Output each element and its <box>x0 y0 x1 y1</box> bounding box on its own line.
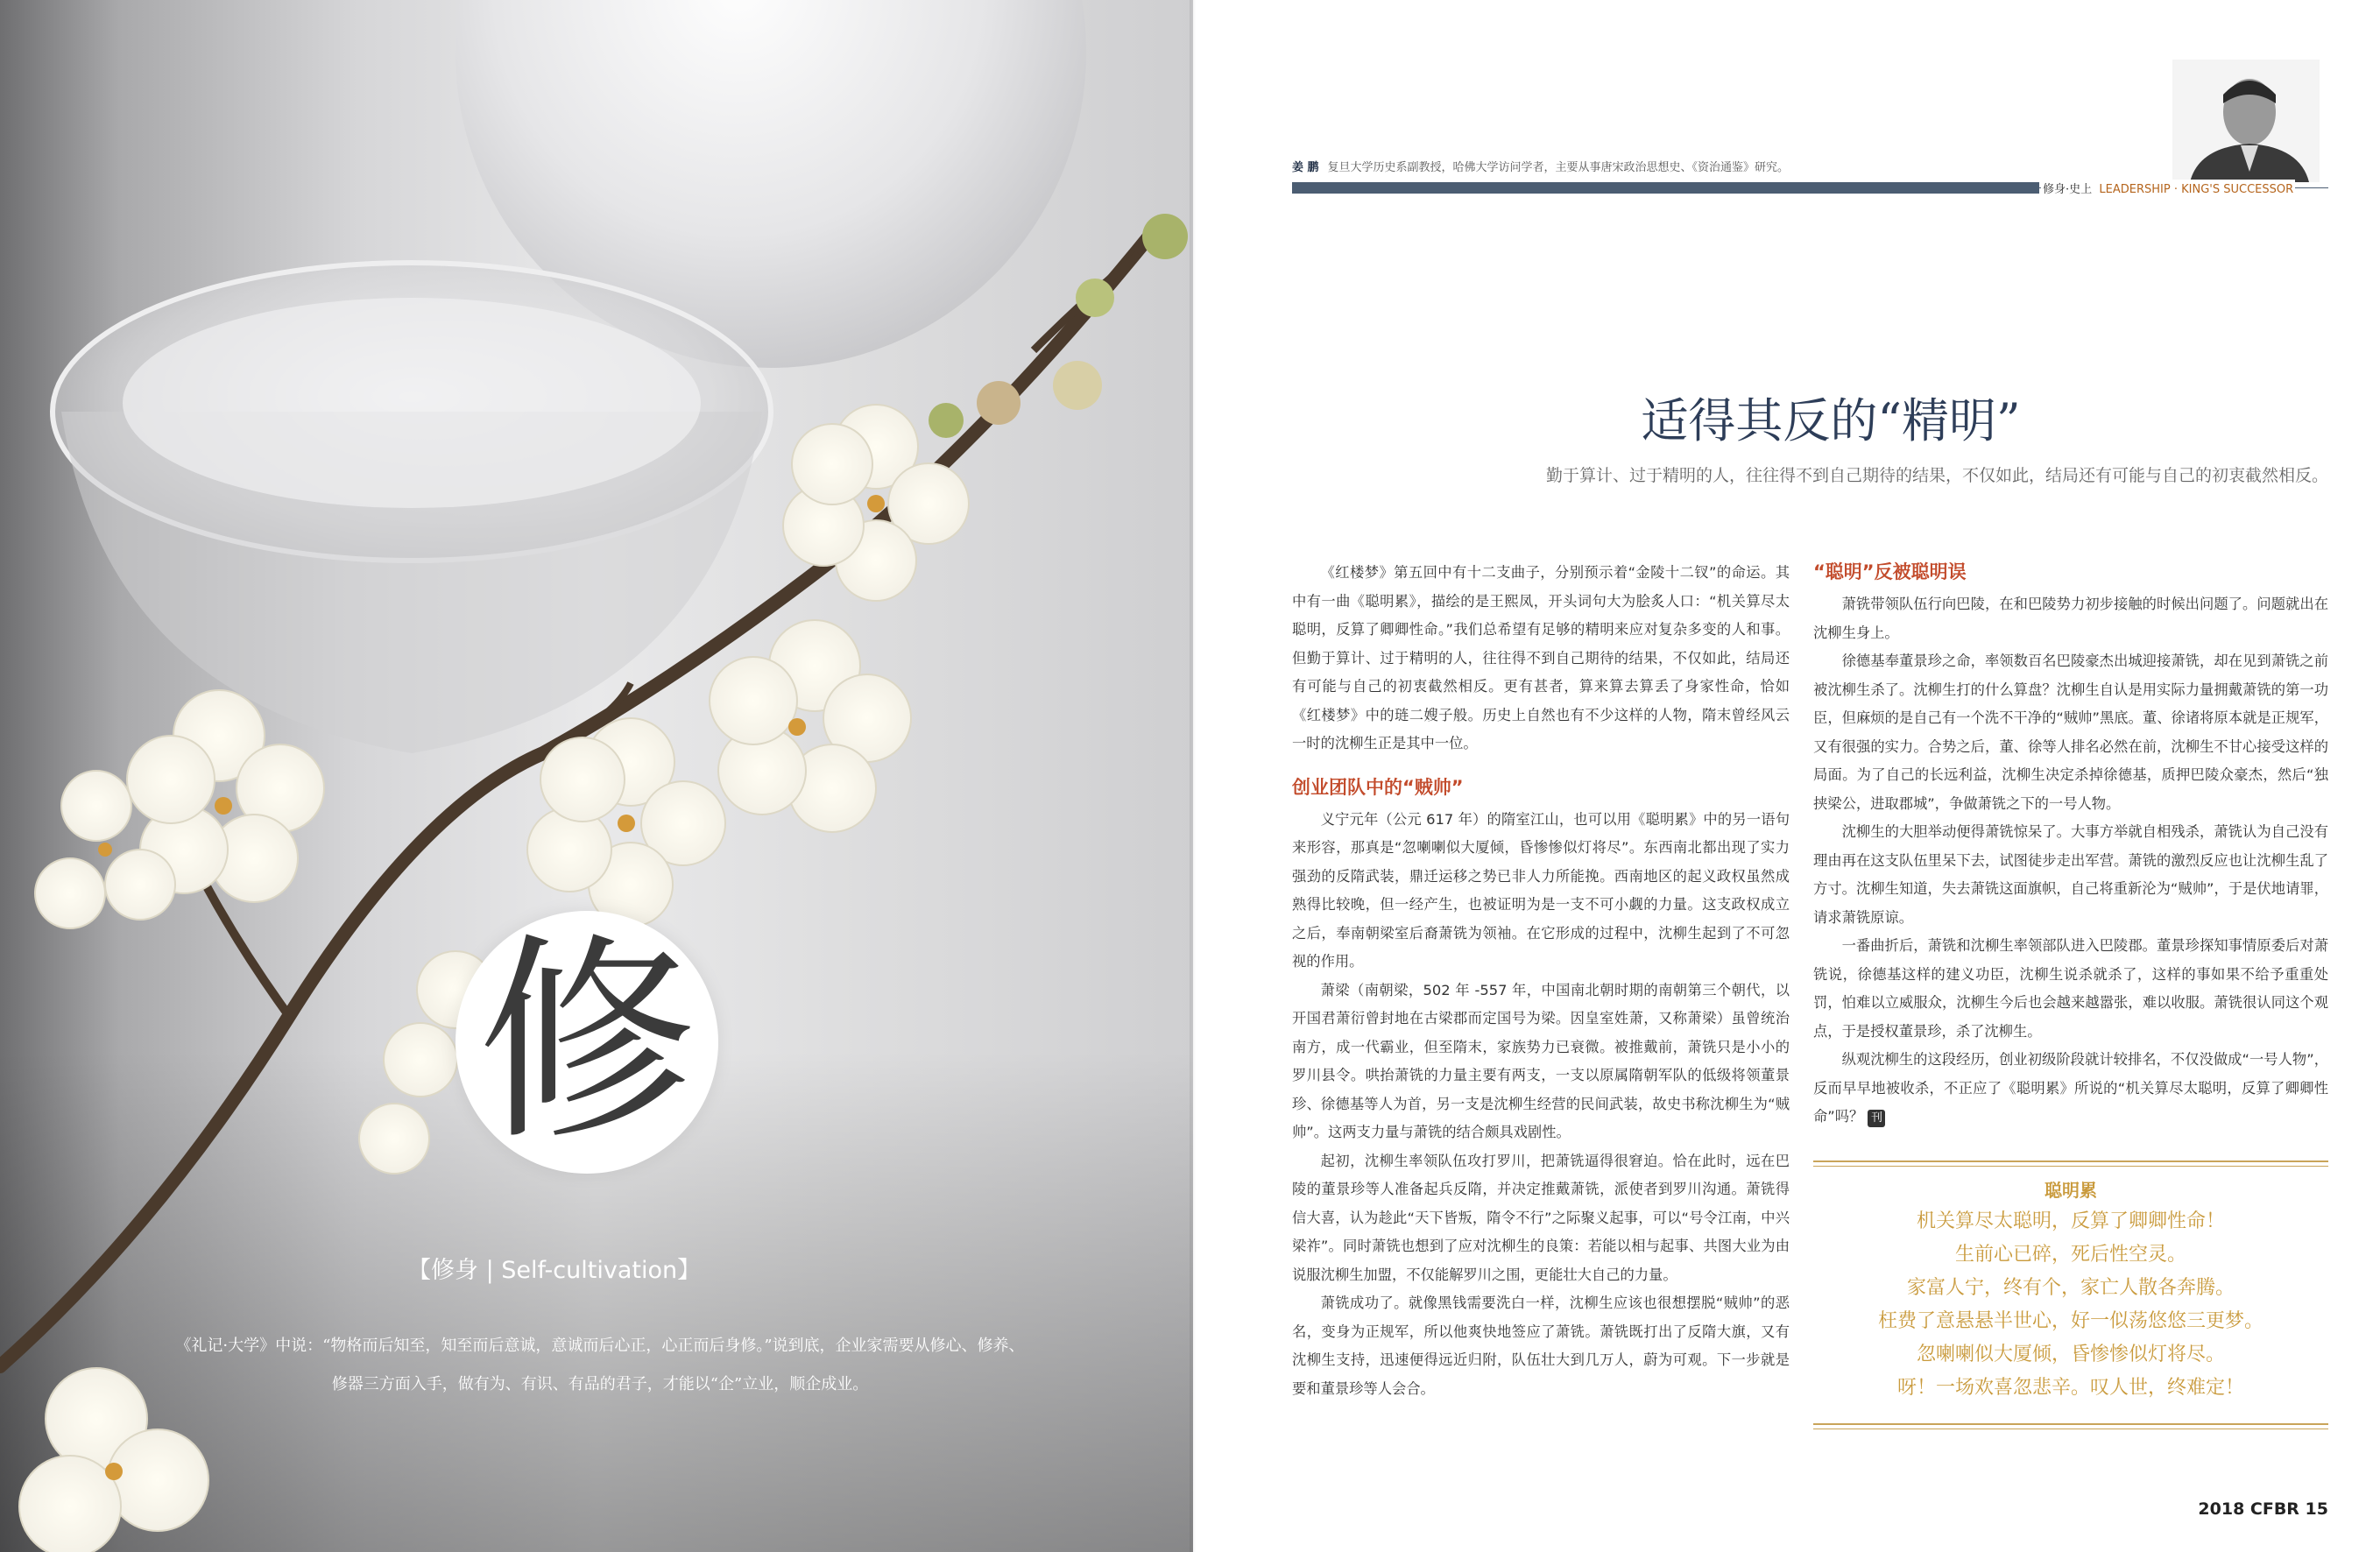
poem-line: 呀！一场欢喜忽悲辛。叹人世，终难定！ <box>1896 1377 2244 1399</box>
poem-line: 生前心已碎，死后性空灵。 <box>1954 1244 2186 1266</box>
paragraph: 萧梁（南朝梁，502 年 -557 年，中国南北朝时期的南朝第三个朝代，以开国君萧衍曾封地在古梁郡而定国号为梁。因皇室姓萧，又称萧梁）虽曾统治南方，成一代霸业，但至隋末，家族势力已衰微。被推戴前，萧铣只是小小的罗川县令。哄抬萧铣的力量主要有两支，一支以原属隋朝军队的低级将领董景珍、徐德基等人为首，另一支是沈柳生经营的民间武装，故史书称沈柳生为“贼帅”。这两支力量与萧铣的结合颇具戏剧性。 <box>1292 981 1790 1140</box>
article-title: 适得其反的“精明” <box>1641 393 2021 448</box>
author-bio: 复旦大学历史系副教授，哈佛大学访问学者，主要从事唐宋政治思想史、《资治通鉴》研究。 <box>1327 161 1790 174</box>
poem-bottom-rule <box>1813 1423 2328 1429</box>
poem-box <box>1813 1175 2328 1405</box>
paragraph: 沈柳生的大胆举动便得萧铣惊呆了。大事方举就自相残杀，萧铣认为自己没有理由再在这支队伍里呆下去，试图徒步走出军营。萧铣的激烈反应也让沈柳生乱了方寸。沈柳生知道，失去萧铣这面旗帜，自己将重新沦为“贼帅”，于是伏地请罪，请求萧铣原谅。 <box>1813 823 2328 926</box>
author-line <box>1292 158 1789 174</box>
paragraph-text: 纵观沈柳生的这段经历，创业初级阶段就计较排名，不仅没做成“一号人物”，反而早早地被收杀，不正应了《聪明累》所说的“机关算尽太聪明，反算了卿卿性命”吗？ <box>1813 1051 2328 1125</box>
intro-quote <box>166 1327 1034 1404</box>
section-label-zh: 【修身 | <box>407 1257 494 1284</box>
article-column-1 <box>1292 559 1790 1403</box>
paragraph <box>1813 1046 2328 1132</box>
column-tag-en: LEADERSHIP · KING'S SUCCESSOR <box>2099 183 2294 196</box>
header-bar <box>1292 182 2039 194</box>
column-tag-zh: 修身·史上 <box>2043 183 2093 196</box>
end-mark: 刊 <box>1868 1110 1885 1127</box>
page-spine <box>1190 0 1197 1552</box>
paragraph: 徐德基奉董景珍之命，率领数百名巴陵豪杰出城迎接萧铣，却在见到萧铣之前被沈柳生杀了。沈柳生打的什么算盘？沈柳生自认是用实际力量拥戴萧铣的第一功臣，但麻烦的是自己有一个洗不干净的“贼帅”黑底。董、徐诸将原本就是正规军，又有很强的实力。合势之后，董、徐等人排名必然在前，沈柳生不甘心接受这样的局面。为了自己的长远利益，沈柳生决定杀掉徐德基，质押巴陵众豪杰，然后“独挟梁公，进取郡城”，争做萧铣之下的一号人物。 <box>1813 653 2328 812</box>
intro-line: 《礼记·大学》中说：“物格而后知至，知至而后意诚，意诚而后心正，心正而后身修。”说到底，企业家需要从修心、修养、 <box>175 1337 1025 1355</box>
poem-line: 忽喇喇似大厦倾，昏惨惨似灯将尽。 <box>1916 1344 2225 1365</box>
article-subtitle: 勤于算计、过于精明的人，往往得不到自己期待的结果，不仅如此，结局还有可能与自己的初衷截然相反。 <box>1545 466 2328 485</box>
paragraph: 起初，沈柳生率领队伍攻打罗川，把萧铣逼得很窘迫。恰在此时，远在巴陵的董景珍等人准备起兵反隋，并决定推戴萧铣，派使者到罗川沟通。萧铣得信大喜，认为趁此“天下皆叛，隋令不行”之际聚义起事，可以“号令江南，中兴梁祚”。同时萧铣也想到了应对沈柳生的良策：若能以相与起事、共图大业为由说服沈柳生加盟，不仅能解罗川之围，更能壮大自己的力量。 <box>1292 1152 1790 1283</box>
paragraph: 萧铣带领队伍行向巴陵，在和巴陵势力初步接触的时候出问题了。问题就出在沈柳生身上。 <box>1813 596 2328 641</box>
author-portrait <box>2172 60 2320 182</box>
seal-character: 修 <box>477 914 696 1169</box>
paragraph: 义宁元年（公元 617 年）的隋室江山，也可以用《聪明累》中的另一语句来形容，那真是“忽喇喇似大厦倾，昏惨惨似灯将尽”。东西南北都出现了实力强劲的反隋武装，鼎迁运移之势已非人力所能挽。西南地区的起义政权虽然成熟得比较晚，但一经产生，也被证明为是一支不可小觑的力量。这支政权成立之后，奉南朝梁室后裔萧铣为领袖。在它形成的过程中，沈柳生起到了不可忽视的作用。 <box>1292 810 1790 970</box>
intro-line: 修器三方面入手，做有为、有识、有品的君子，才能以“企”立业，顺企成业。 <box>331 1375 869 1393</box>
article-column-2 <box>1813 559 2328 1132</box>
page-folio: 2018 CFBR 15 <box>2198 1499 2328 1519</box>
column-tag <box>2041 180 2295 196</box>
poem-line: 家富人宁，终有个，家亡人散各奔腾。 <box>1906 1277 2235 1299</box>
poem-top-rule <box>1813 1160 2328 1167</box>
paragraph: 一番曲折后，萧铣和沈柳生率领部队进入巴陵郡。董景珍探知事情原委后对萧铣说，徐德基这样的建义功臣，沈柳生说杀就杀了，这样的事如果不给予重重处罚，怕难以立威服众，沈柳生今后也会越来越嚣张，难以收服。萧铣很认同这个观点，于是授权董景珍，杀了沈柳生。 <box>1813 937 2328 1040</box>
author-portrait-image <box>2172 60 2320 182</box>
poem-title: 聪明累 <box>2045 1180 2097 1201</box>
section-label <box>407 1251 701 1285</box>
author-name: 姜 鹏 <box>1292 161 1319 174</box>
poem-line: 机关算尽太聪明，反算了卿卿性命！ <box>1916 1210 2225 1232</box>
section-heading: “聪明”反被聪明误 <box>1813 561 1967 582</box>
section-heading: 创业团队中的“贼帅” <box>1292 776 1464 798</box>
paragraph: 萧铣成功了。就像黑钱需要洗白一样，沈柳生应该也很想摆脱“贼帅”的恶名，变身为正规军，所以他爽快地签应了萧铣。萧铣既打出了反隋大旗，又有沈柳生支持，迅速便得远近归附，队伍壮大到几万人，蔚为可观。下一步就是要和董景珍等人会合。 <box>1292 1295 1790 1397</box>
paragraph: 《红楼梦》第五回中有十二支曲子，分别预示着“金陵十二钗”的命运。其中有一曲《聪明累》，描绘的是王熙凤，开头词句大为脍炙人口：“机关算尽太聪明，反算了卿卿性命。”我们总希望有足够的精明来应对复杂多变的人和事。但勤于算计、过于精明的人，往往得不到自己期待的结果，不仅如此，结局还有可能与自己的初衷截然相反。更有甚者，算来算去算丢了身家性命，恰如《红楼梦》中的琏二嫂子般。历史上自然也有不少这样的人物，隋末曾经风云一时的沈柳生正是其中一位。 <box>1292 564 1790 751</box>
section-label-en: Self-cultivation】 <box>501 1257 702 1284</box>
poem-line: 枉费了意悬悬半世心，好一似荡悠悠三更梦。 <box>1877 1310 2263 1332</box>
